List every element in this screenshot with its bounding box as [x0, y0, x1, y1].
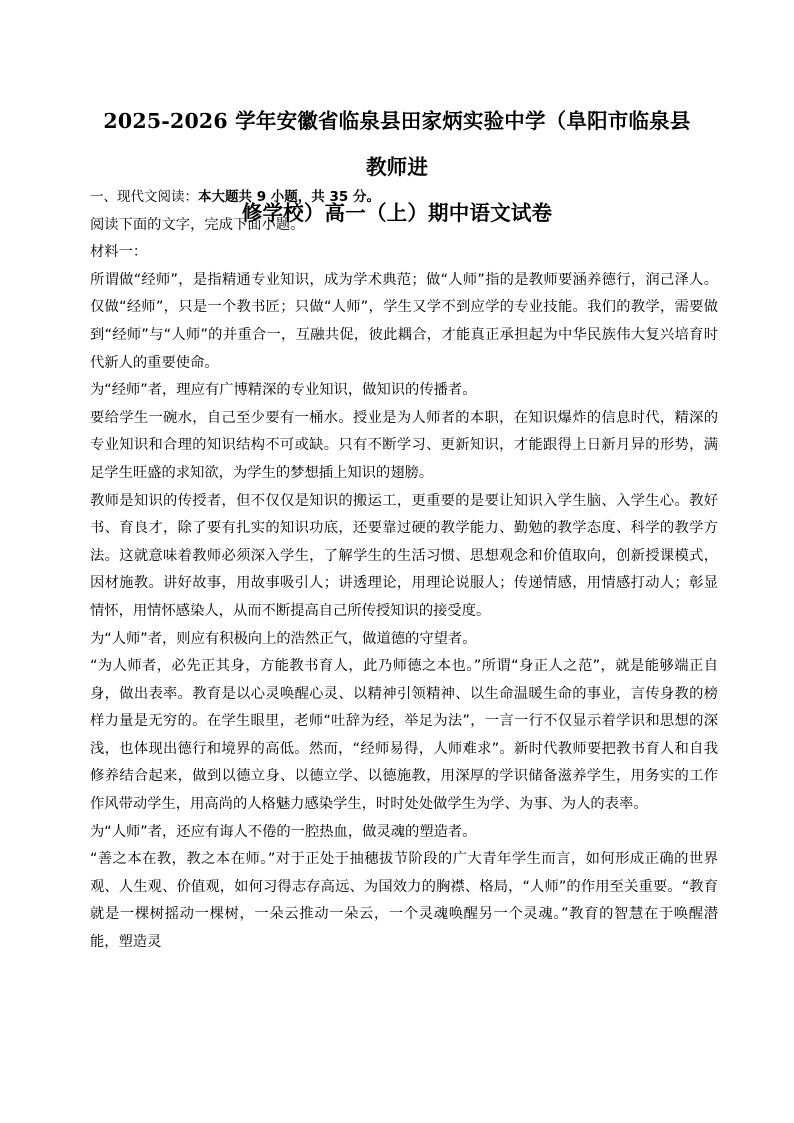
exam-title-line1: 2025-2026 学年安徽省临泉县田家炳实验中学（阜阳市临泉县教师进 — [103, 109, 691, 179]
body-paragraph: 教师是知识的传授者，但不仅仅是知识的搬运工，更重要的是要让知识入学生脑、入学生心。教好书、育良才，除了要有扎实的知识功底，还要靠过硬的教学能力、勤勉的教学态度、科学的教学方法。这就意味着教师必须深入学生，了解学生的生活习惯、思想观念和价值取向，创新授课模式，因材施教。讲好故事，用故事吸引人；讲透理论，用理论说服人；传递情感，用情感打动人；彰显情怀，用情怀感染人，从而不断提高自己所传授知识的接受度。 — [90, 492, 718, 619]
body-paragraph: 所谓做“经师”，是指精通专业知识，成为学术典范；做“人师”指的是教师要涵养德行，润己泽人。仅做“经师”，只是一个教书匠；只做“人师”，学生又学不到应学的专业技能。我们的教学，需要做到“经师”与“人师”的并重合一，互融共促，彼此耦合，才能真正承担起为中华民族伟大复兴培育时代新人的重要使命。 — [90, 271, 718, 371]
section-heading — [90, 184, 718, 212]
body-paragraph: 为“人师”者，还应有诲人不倦的一腔热血，做灵魂的塑造者。 — [90, 823, 477, 840]
material-label: 材料一： — [90, 244, 148, 261]
body-paragraph: 要给学生一碗水，自己至少要有一桶水。授业是为人师者的本职，在知识爆炸的信息时代，精深的专业知识和合理的知识结构不可或缺。只有不断学习、更新知识，才能跟得上日新月异的形势，满足学生旺盛的求知欲，为学生的梦想插上知识的翅膀。 — [90, 409, 718, 481]
section-heading-detail: 本大题共 9 小题，共 35 分。 — [198, 189, 380, 205]
exam-body — [90, 184, 718, 957]
body-paragraph: 为“经师”者，理应有广博精深的专业知识，做知识的传播者。 — [90, 382, 477, 399]
section-heading-prefix: 一、现代文阅读： — [90, 189, 198, 205]
body-paragraph: 为“人师”者，则应有积极向上的浩然正气，做道德的守望者。 — [90, 630, 477, 647]
body-paragraph: “为人师者，必先正其身，方能教书育人，此乃师德之本也。”所谓“身正人之范”，就是能够端正自身，做出表率。教育是以心灵唤醒心灵、以精神引领精神、以生命温暖生命的事业，言传身教的榜样力量是无穷的。在学生眼里，老师“吐辞为经，举足为法”，一言一行不仅显示着学识和思想的深浅，也体现出德行和境界的高低。然而，“经师易得，人师难求”。新时代教师要把教书育人和自我修养结合起来，做到以德立身、以德立学、以德施教，用深厚的学识储备滋养学生，用务实的工作作风带动学生，用高尚的人格魅力感染学生，时时处处做学生为学、为事、为人的表率。 — [90, 658, 718, 813]
body-paragraph: “善之本在教，教之本在师。”对于正处于抽穗拔节阶段的广大青年学生而言，如何形成正确的世界观、人生观、价值观，如何习得志存高远、为国效力的胸襟、格局，“人师”的作用至关重要。“教育就是一棵树摇动一棵树，一朵云推动一朵云，一个灵魂唤醒另一个灵魂。”教育的智慧在于唤醒潜能，塑造灵 — [90, 851, 718, 951]
instruction-paragraph: 阅读下面的文字，完成下面小题。 — [90, 216, 305, 233]
exam-title-line2: 修学校）高一（上）期中语文试卷 — [241, 201, 553, 225]
